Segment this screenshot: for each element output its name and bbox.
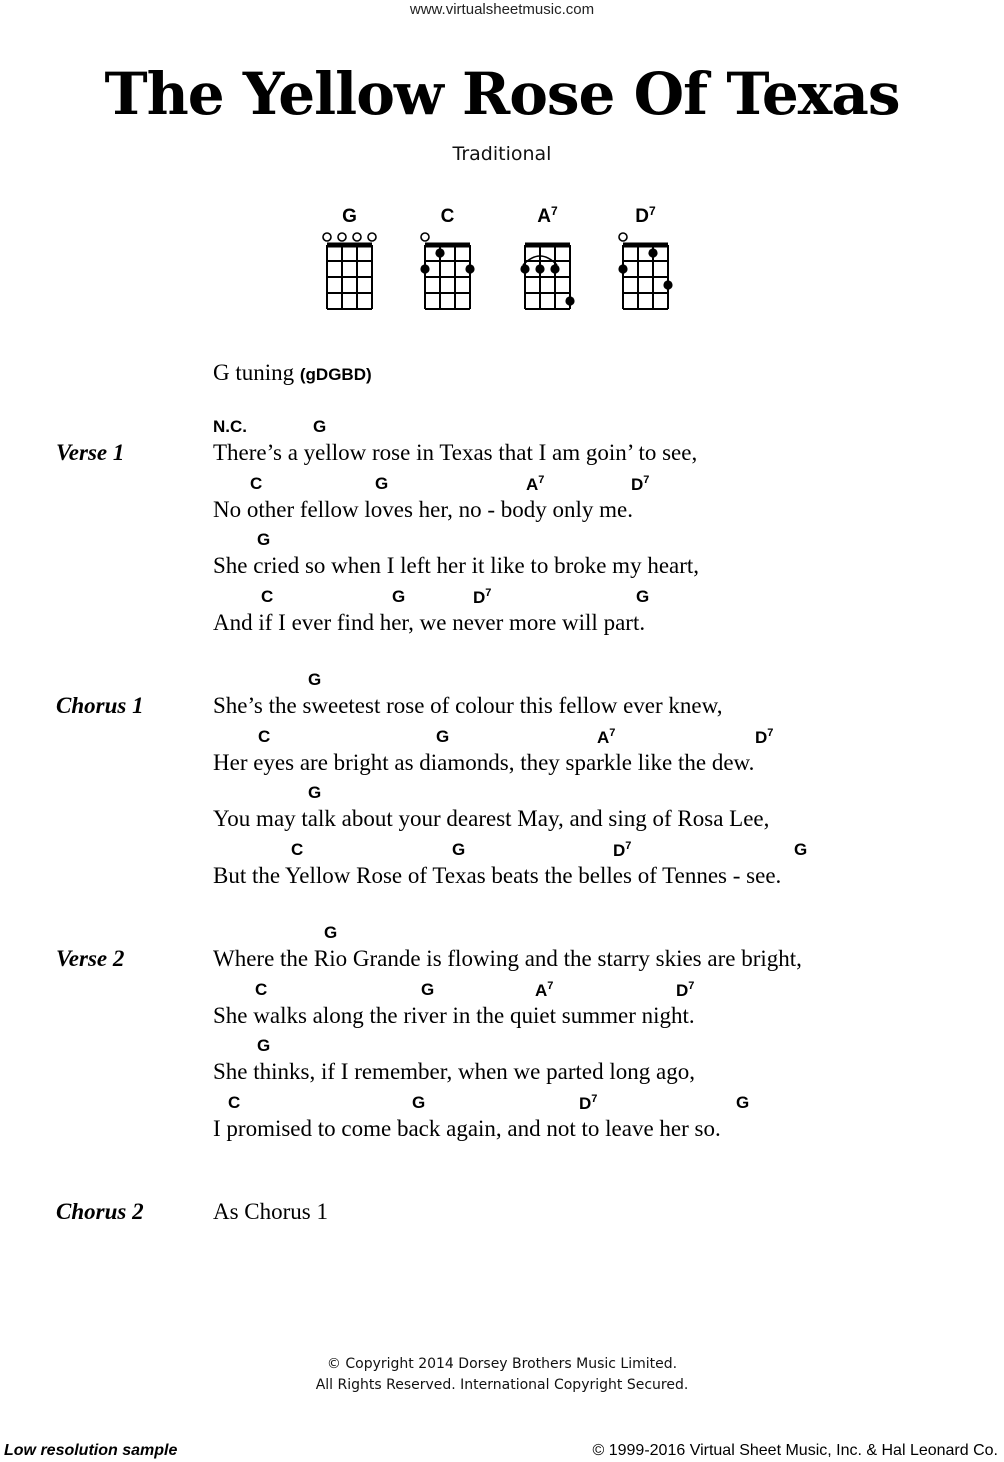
chord-diagram [618, 204, 672, 309]
lyric-line: There’s a yellow rose in Texas that I am goin’ to see, [213, 440, 698, 465]
chord-name: G [324, 923, 338, 942]
chord-diagram [420, 206, 474, 309]
chord-symbol [526, 474, 544, 495]
chord-name: G [257, 530, 271, 549]
lyric-line: And if I ever find her, we never more will part. [213, 609, 646, 635]
chord-name: D [579, 1093, 592, 1113]
chord-symbol [258, 727, 270, 747]
chord-symbol [631, 474, 649, 495]
chord-name: G [412, 1092, 426, 1112]
chord-name: G [308, 670, 322, 689]
chord-symbol [676, 980, 694, 1001]
chord-symbol [313, 417, 326, 437]
chord-symbol [257, 1036, 270, 1056]
chord-name: C [228, 1092, 241, 1112]
chord-symbol [257, 530, 270, 550]
chord-name: C [291, 839, 304, 859]
chord-extension: 7 [767, 726, 774, 739]
chord-name: G [794, 839, 808, 859]
chord-name: A [526, 474, 539, 494]
chord-symbol [255, 980, 267, 1000]
chord-symbol [436, 727, 449, 747]
chord-symbol [412, 1093, 425, 1113]
chord-extension: 7 [591, 1092, 598, 1105]
chord-name: G [313, 417, 327, 436]
copyright-line: All Rights Reserved. International Copyright Secured. [315, 1377, 689, 1393]
chord-name: G [421, 979, 435, 999]
copyright-notice [0, 1354, 1004, 1396]
chord-name: D [631, 474, 644, 494]
chord-diagram-name [441, 206, 455, 227]
chord-diagram [323, 206, 376, 309]
chord-diagram-root: A [537, 206, 552, 227]
chord-name: C [250, 473, 263, 493]
chord-name: G [375, 473, 389, 493]
tuning-text: G tuning [213, 360, 295, 385]
chord-symbol [535, 980, 553, 1001]
section-label: Verse 1 [56, 440, 125, 465]
chord-diagram-root: D [635, 206, 650, 227]
chord-symbol [324, 923, 337, 943]
chord-diagram-name [342, 206, 357, 227]
chord-symbol [213, 417, 247, 437]
chord-name: D [473, 587, 486, 607]
lyric-line: Where the Rio Grande is flowing and the starry skies are bright, [213, 946, 802, 971]
lyric-line: She walks along the river in the quiet summer night. [213, 1002, 695, 1028]
chord-extension: 7 [547, 979, 554, 992]
section-label: Verse 2 [56, 946, 125, 971]
chord-name: C [261, 586, 274, 606]
lyric-line: She cried so when I left her it like to broke my heart, [213, 553, 700, 578]
chord-symbol [755, 727, 773, 748]
chord-symbol [636, 587, 649, 607]
chord-symbol [375, 474, 388, 494]
chord-symbol [261, 587, 273, 607]
chord-symbol [736, 1093, 749, 1113]
chord-symbol [308, 670, 321, 690]
tuning-line [213, 360, 372, 386]
chord-diagrams [300, 200, 700, 315]
composer: Traditional [452, 143, 552, 165]
chord-symbol [579, 1093, 597, 1114]
chord-diagram [520, 204, 574, 309]
chord-extension: 7 [538, 473, 545, 486]
chord-name: A [535, 980, 548, 1000]
lyric-line: You may talk about your dearest May, and sing of Rosa Lee, [213, 806, 770, 831]
chord-name: G [436, 726, 450, 746]
chord-name: C [255, 979, 268, 999]
chord-symbol [597, 727, 615, 748]
chord-extension: 7 [643, 473, 650, 486]
chord-diagram-name [537, 204, 558, 227]
chord-extension: 7 [625, 839, 632, 852]
chord-symbol [613, 840, 631, 861]
chord-name: G [636, 586, 650, 606]
chord-name: G [257, 1036, 271, 1055]
lyric-line: But the Yellow Rose of Texas beats the belles of Tennes - see. [213, 862, 782, 888]
chord-name: A [597, 727, 610, 747]
lyric-line: As Chorus 1 [213, 1199, 329, 1224]
chord-name: D [676, 980, 689, 1000]
song-title: The Yellow Rose Of Texas [104, 60, 900, 128]
lyric-line: No other fellow loves her, no - body only me. [213, 496, 634, 522]
chord-name: G [452, 839, 466, 859]
tuning-notes: (gDGBD) [299, 365, 372, 384]
chord-name: D [613, 840, 626, 860]
chord-diagram-root: G [342, 206, 357, 227]
section-label: Chorus 2 [56, 1199, 144, 1224]
section-label: Chorus 1 [56, 693, 144, 718]
chord-symbol [250, 474, 262, 494]
site-url[interactable]: www.virtualsheetmusic.com [409, 1, 595, 18]
chord-name: N.C. [213, 417, 247, 436]
chord-symbol [473, 587, 491, 608]
lyric-line: She thinks, if I remember, when we parted long ago, [213, 1059, 695, 1084]
chord-symbol [308, 783, 321, 803]
chord-symbol [392, 587, 405, 607]
chord-symbol [421, 980, 434, 1000]
chord-diagram-root: C [440, 206, 455, 227]
chord-diagram-extension: 7 [551, 204, 558, 218]
chord-symbol [794, 840, 807, 860]
chord-symbol [228, 1093, 240, 1113]
chord-extension: 7 [688, 979, 695, 992]
chord-diagram-extension: 7 [649, 204, 656, 218]
chord-name: G [308, 783, 322, 802]
lyric-line: I promised to come back again, and not to leave her so. [213, 1115, 721, 1141]
chord-name: G [736, 1092, 750, 1112]
chord-symbol [452, 840, 465, 860]
chord-name: D [755, 727, 768, 747]
low-resolution-notice: Low resolution sample [4, 1442, 178, 1459]
footer-copyright: © 1999-2016 Virtual Sheet Music, Inc. & Hal Leonard Co. [592, 1442, 998, 1459]
chord-extension: 7 [485, 586, 492, 599]
chord-extension: 7 [609, 726, 616, 739]
chord-name: C [258, 726, 271, 746]
chord-symbol [291, 840, 303, 860]
lyric-line: She’s the sweetest rose of colour this fellow ever knew, [213, 693, 723, 718]
copyright-line: © Copyright 2014 Dorsey Brothers Music Limited. [326, 1356, 678, 1372]
lyric-line: Her eyes are bright as diamonds, they sparkle like the dew. [213, 749, 755, 775]
chord-diagram-name [635, 204, 656, 227]
chord-name: G [392, 586, 406, 606]
